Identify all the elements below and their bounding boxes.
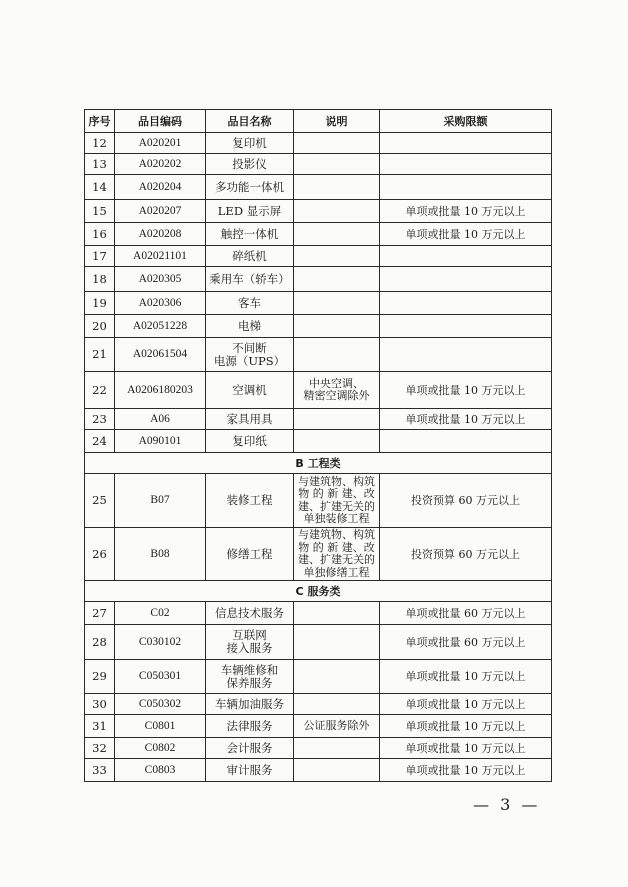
serial-number-cell: 26 [85,528,115,581]
header-item-code: 品目编码 [115,110,206,133]
item-name-cell: 空调机 [206,372,294,409]
header-serial: 序号 [85,110,115,133]
procurement-limit-cell: 单项或批量 10 万元以上 [380,759,552,782]
serial-number-cell: 28 [85,625,115,660]
item-code-cell: A06 [115,409,206,430]
item-name-cell: 不间断 电源（UPS） [206,338,294,372]
item-name-cell: 投影仪 [206,154,294,175]
procurement-limit-cell: 投资预算 60 万元以上 [380,474,552,528]
item-code-cell: B07 [115,474,206,528]
procurement-limit-cell: 单项或批量 10 万元以上 [380,660,552,694]
table-row [85,315,552,338]
category-services-heading: C 服务类 [85,581,552,602]
table-row [85,200,552,223]
description-cell [294,315,380,338]
item-name-cell: 审计服务 [206,759,294,782]
item-code-cell: C050301 [115,660,206,694]
page-number: — 3 — [473,795,541,814]
item-code-cell: A020305 [115,267,206,292]
table-row [85,409,552,430]
item-code-cell: A020204 [115,175,206,200]
procurement-limit-cell [380,175,552,200]
serial-number-cell: 23 [85,409,115,430]
serial-number-cell: 27 [85,602,115,625]
description-cell [294,430,380,453]
procurement-limit-cell: 单项或批量 60 万元以上 [380,602,552,625]
table-row [85,267,552,292]
table-row [85,528,552,581]
description-cell [294,246,380,267]
item-name-cell: 法律服务 [206,715,294,738]
table-row [85,625,552,660]
procurement-limit-cell [380,133,552,154]
table-row [85,372,552,409]
description-cell [294,154,380,175]
item-code-cell: C0801 [115,715,206,738]
description-cell [294,409,380,430]
table-row [85,292,552,315]
item-name-cell: 复印机 [206,133,294,154]
table-row [85,694,552,715]
table-row [85,175,552,200]
item-code-cell: A020202 [115,154,206,175]
table-row [85,133,552,154]
table-row [85,738,552,759]
serial-number-cell: 12 [85,133,115,154]
table-row [85,759,552,782]
procurement-limit-cell: 投资预算 60 万元以上 [380,528,552,581]
table-row [85,246,552,267]
procurement-limit-cell [380,267,552,292]
item-name-cell: 修缮工程 [206,528,294,581]
description-cell [294,200,380,223]
table-row [85,715,552,738]
description-cell [294,267,380,292]
item-code-cell: C050302 [115,694,206,715]
serial-number-cell: 18 [85,267,115,292]
procurement-limit-cell: 单项或批量 10 万元以上 [380,409,552,430]
serial-number-cell: 31 [85,715,115,738]
serial-number-cell: 25 [85,474,115,528]
description-cell [294,175,380,200]
item-name-cell: 复印纸 [206,430,294,453]
description-cell [294,338,380,372]
table-row [85,602,552,625]
description-cell [294,759,380,782]
item-name-cell: 触控一体机 [206,223,294,246]
description-cell [294,223,380,246]
item-code-cell: A090101 [115,430,206,453]
header-description: 说明 [294,110,380,133]
serial-number-cell: 15 [85,200,115,223]
header-procurement-limit: 采购限额 [380,110,552,133]
serial-number-cell: 16 [85,223,115,246]
item-code-cell: A020201 [115,133,206,154]
table-header-row [85,110,552,133]
description-cell: 公证服务除外 [294,715,380,738]
header-item-name: 品目名称 [206,110,294,133]
procurement-limit-cell [380,292,552,315]
serial-number-cell: 30 [85,694,115,715]
item-code-cell: C02 [115,602,206,625]
serial-number-cell: 22 [85,372,115,409]
item-name-cell: 客车 [206,292,294,315]
serial-number-cell: 32 [85,738,115,759]
item-name-cell: 车辆维修和 保养服务 [206,660,294,694]
item-code-cell: A020207 [115,200,206,223]
item-name-cell: 互联网 接入服务 [206,625,294,660]
table-row [85,660,552,694]
procurement-limit-cell: 单项或批量 60 万元以上 [380,625,552,660]
procurement-table [84,109,552,782]
item-name-cell: 车辆加油服务 [206,694,294,715]
item-code-cell: A020208 [115,223,206,246]
serial-number-cell: 20 [85,315,115,338]
description-cell: 与建筑物、构筑 物 的 新 建、改 建、扩建无关的 单独修缮工程 [294,528,380,581]
category-row [85,581,552,602]
table-row [85,223,552,246]
procurement-limit-cell [380,338,552,372]
table-row [85,430,552,453]
item-code-cell: A0206180203 [115,372,206,409]
procurement-limit-cell: 单项或批量 10 万元以上 [380,200,552,223]
procurement-limit-cell [380,430,552,453]
table-row [85,154,552,175]
item-name-cell: 多功能一体机 [206,175,294,200]
item-code-cell: B08 [115,528,206,581]
serial-number-cell: 24 [85,430,115,453]
category-engineering-heading: B 工程类 [85,453,552,474]
description-cell [294,625,380,660]
procurement-limit-cell: 单项或批量 10 万元以上 [380,694,552,715]
description-cell [294,660,380,694]
item-name-cell: LED 显示屏 [206,200,294,223]
item-name-cell: 家具用具 [206,409,294,430]
item-code-cell: C0803 [115,759,206,782]
item-name-cell: 电梯 [206,315,294,338]
serial-number-cell: 29 [85,660,115,694]
serial-number-cell: 33 [85,759,115,782]
description-cell [294,292,380,315]
item-name-cell: 碎纸机 [206,246,294,267]
item-code-cell: A020306 [115,292,206,315]
serial-number-cell: 14 [85,175,115,200]
item-name-cell: 会计服务 [206,738,294,759]
serial-number-cell: 17 [85,246,115,267]
procurement-limit-cell: 单项或批量 10 万元以上 [380,223,552,246]
table-row [85,474,552,528]
procurement-limit-cell: 单项或批量 10 万元以上 [380,372,552,409]
item-name-cell: 乘用车（轿车） [206,267,294,292]
description-cell [294,694,380,715]
item-name-cell: 装修工程 [206,474,294,528]
procurement-limit-cell: 单项或批量 10 万元以上 [380,715,552,738]
serial-number-cell: 21 [85,338,115,372]
category-row [85,453,552,474]
description-cell [294,738,380,759]
serial-number-cell: 13 [85,154,115,175]
description-cell: 中央空调、 精密空调除外 [294,372,380,409]
item-code-cell: A02021101 [115,246,206,267]
description-cell [294,602,380,625]
serial-number-cell: 19 [85,292,115,315]
procurement-limit-cell [380,154,552,175]
item-name-cell: 信息技术服务 [206,602,294,625]
procurement-limit-cell [380,315,552,338]
item-code-cell: A02061504 [115,338,206,372]
item-code-cell: A02051228 [115,315,206,338]
procurement-limit-cell: 单项或批量 10 万元以上 [380,738,552,759]
item-code-cell: C0802 [115,738,206,759]
description-cell: 与建筑物、构筑 物 的 新 建、改 建、扩建无关的 单独装修工程 [294,474,380,528]
item-code-cell: C030102 [115,625,206,660]
procurement-limit-cell [380,246,552,267]
table-row [85,338,552,372]
description-cell [294,133,380,154]
